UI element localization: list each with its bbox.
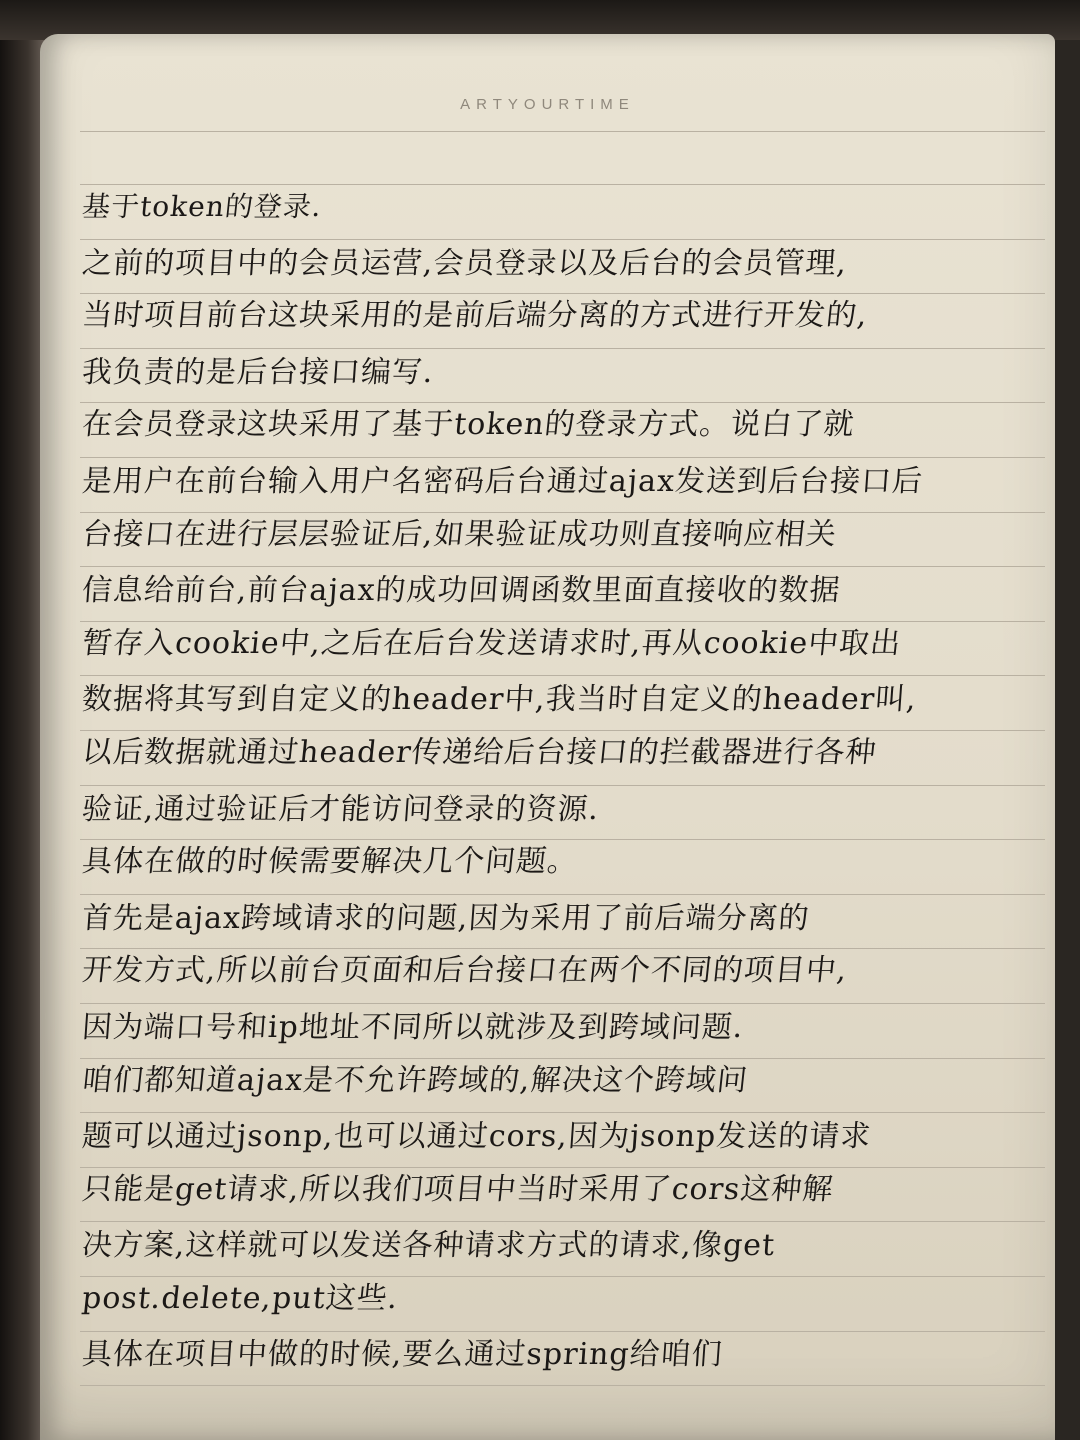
note-line: 具体在做的时候需要解决几个问题。 <box>80 844 581 880</box>
note-line: 咱们都知道ajax是不允许跨域的,解决这个跨域问 <box>80 1062 750 1098</box>
note-line: 决方案,这样就可以发送各种请求方式的请求,像get <box>80 1228 777 1264</box>
note-line: 具体在项目中做的时候,要么通过spring给咱们 <box>80 1337 724 1373</box>
note-line: 只能是get请求,所以我们项目中当时采用了cors这种解 <box>80 1171 836 1207</box>
note-line: 我负责的是后台接口编写. <box>80 354 435 390</box>
note-line: 台接口在进行层层验证后,如果验证成功则直接响应相关 <box>80 516 839 552</box>
handwritten-text <box>76 182 1016 1383</box>
ruled-line <box>80 1385 1045 1386</box>
brand-header: ARTYOURTIME <box>460 96 635 113</box>
note-line: 首先是ajax跨域请求的问题,因为采用了前后端分离的 <box>80 900 811 936</box>
note-line: post.delete,put这些. <box>80 1280 401 1316</box>
note-line: 题可以通过jsonp,也可以通过cors,因为jsonp发送的请求 <box>80 1119 873 1155</box>
note-line: 开发方式,所以前台页面和后台接口在两个不同的项目中, <box>80 953 850 989</box>
note-line: 是用户在前台输入用户名密码后台通过ajax发送到后台接口后 <box>80 463 925 499</box>
note-line: 暂存入cookie中,之后在后台发送请求时,再从cookie中取出 <box>80 625 904 661</box>
note-line: 因为端口号和ip地址不同所以就涉及到跨域问题. <box>80 1009 745 1045</box>
note-line: 当时项目前台这块采用的是前后端分离的方式进行开发的, <box>80 298 870 334</box>
note-line: 基于token的登录. <box>80 190 324 223</box>
notebook-page <box>40 34 1055 1440</box>
note-line: 数据将其写到自定义的header中,我当时自定义的header叫, <box>80 682 918 718</box>
note-line: 在会员登录这块采用了基于token的登录方式。说白了就 <box>80 407 857 443</box>
note-line: 以后数据就通过header传递给后台接口的拦截器进行各种 <box>80 734 879 770</box>
header-rule <box>80 131 1045 132</box>
note-line: 信息给前台,前台ajax的成功回调函数里面直接收的数据 <box>80 573 842 609</box>
note-line: 验证,通过验证后才能访问登录的资源. <box>80 791 601 827</box>
note-line: 之前的项目中的会员运营,会员登录以及后台的会员管理, <box>80 245 849 281</box>
